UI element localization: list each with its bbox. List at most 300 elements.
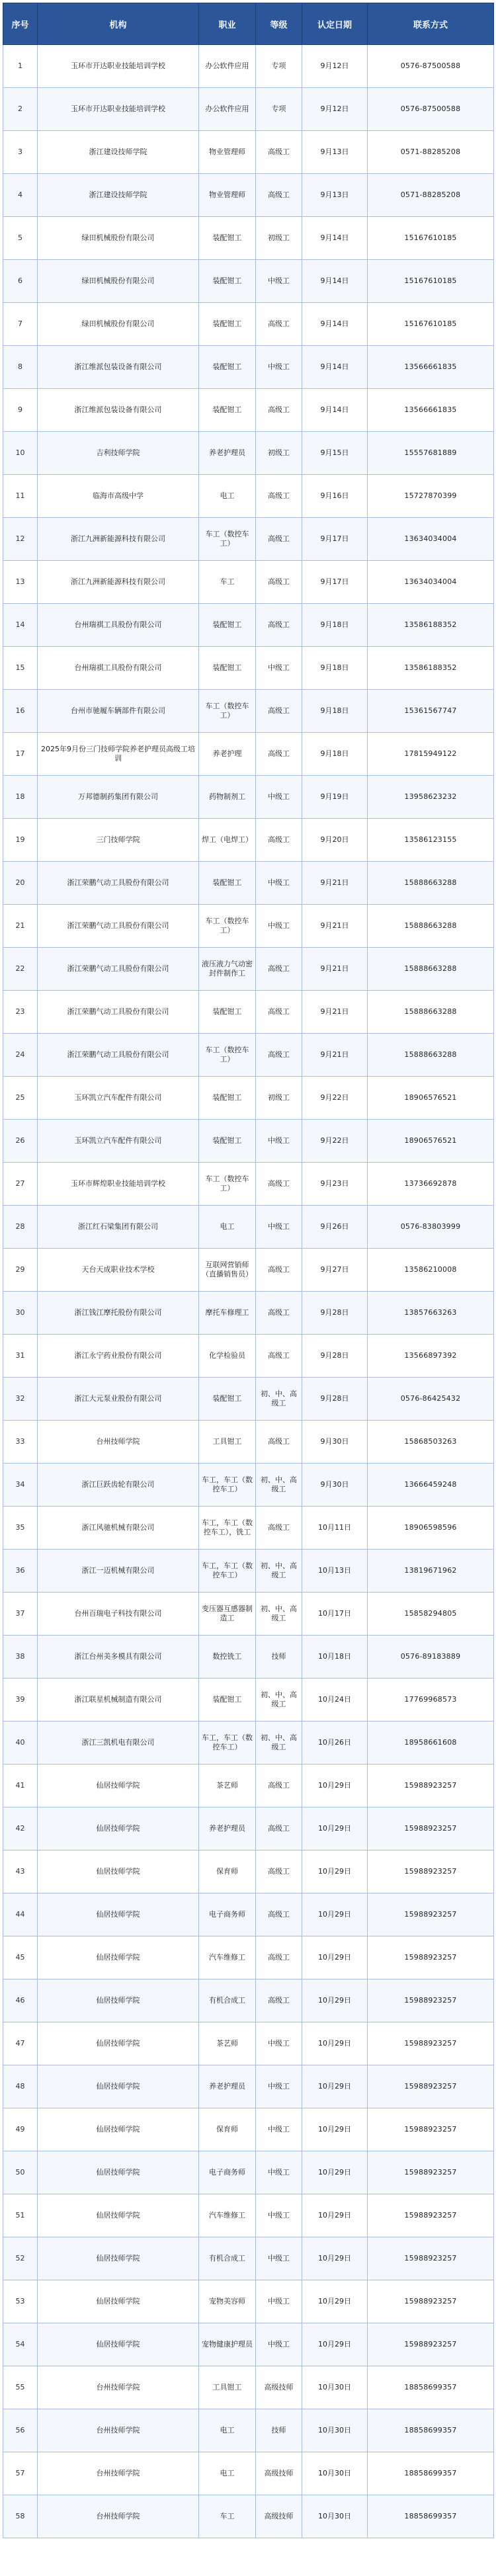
cell-no: 6 [3,260,38,303]
cell-no: 45 [3,1936,38,1979]
cell-date: 9月13日 [302,174,368,217]
cell-date: 10月29日 [302,2323,368,2366]
cell-job: 办公软件应用 [199,88,256,131]
cell-job: 宠物美容师 [199,2280,256,2323]
table-row [3,1249,494,1292]
table-row [3,1378,494,1421]
cell-contact: 13566661835 [368,389,494,432]
cell-contact: 13566897392 [368,1335,494,1378]
cell-contact: 15988923257 [368,2323,494,2366]
cell-contact: 18906598596 [368,1507,494,1550]
cell-no: 9 [3,389,38,432]
cell-no: 49 [3,2108,38,2151]
cell-org: 绿田机械股份有限公司 [38,217,199,260]
table-row [3,2065,494,2108]
cell-job: 摩托车修理工 [199,1292,256,1335]
cell-job: 装配钳工 [199,991,256,1034]
cell-no: 14 [3,604,38,647]
cell-contact: 15988923257 [368,2065,494,2108]
cell-no: 56 [3,2409,38,2452]
cell-level: 初、中、高级工 [256,1378,302,1421]
cell-org: 仙居技师学院 [38,2108,199,2151]
table-row [3,1507,494,1550]
cell-job: 养老护理员 [199,2065,256,2108]
cell-org: 仙居技师学院 [38,1936,199,1979]
cell-org: 仙居技师学院 [38,1765,199,1807]
cell-date: 9月14日 [302,389,368,432]
cell-date: 9月19日 [302,776,368,819]
cell-org: 台州百瑞电子科技有限公司 [38,1593,199,1636]
cell-org: 玉环市辉煌职业技能培训学校 [38,1163,199,1206]
cell-job: 汽车维修工 [199,2194,256,2237]
cell-no: 22 [3,948,38,991]
cell-level: 初级工 [256,217,302,260]
cell-contact: 15988923257 [368,1979,494,2022]
table-row [3,432,494,475]
cell-level: 高级工 [256,991,302,1034]
cell-job: 物业管理师 [199,174,256,217]
cell-no: 13 [3,561,38,604]
cell-date: 9月21日 [302,991,368,1034]
table-row [3,88,494,131]
table-body [3,45,494,2538]
cell-level: 高级工 [256,1507,302,1550]
cell-org: 三门技师学院 [38,819,199,862]
cell-no: 31 [3,1335,38,1378]
cell-level: 中级工 [256,2194,302,2237]
cell-org: 浙江荣鹏气动工具股份有限公司 [38,905,199,948]
cell-job: 装配钳工 [199,1378,256,1421]
cell-org: 绿田机械股份有限公司 [38,303,199,346]
cell-job: 车工（数控车工） [199,690,256,733]
cell-job: 车工，车工（数控车工） [199,1550,256,1593]
cell-job: 焊工（电焊工） [199,819,256,862]
cell-date: 10月29日 [302,1850,368,1893]
cell-job: 装配钳工 [199,260,256,303]
cell-no: 40 [3,1722,38,1765]
cell-org: 浙江大元泵业股份有限公司 [38,1378,199,1421]
cell-org: 浙江维派包装设备有限公司 [38,346,199,389]
cell-no: 20 [3,862,38,905]
cell-date: 9月18日 [302,604,368,647]
cell-job: 养老护理员 [199,1807,256,1850]
header-level: 等级 [256,3,302,45]
cell-level: 高级工 [256,561,302,604]
cell-date: 10月26日 [302,1722,368,1765]
cell-contact: 15988923257 [368,1850,494,1893]
cell-job: 有机合成工 [199,1979,256,2022]
cell-no: 52 [3,2237,38,2280]
table-row [3,2323,494,2366]
cell-level: 高级工 [256,1292,302,1335]
table-row [3,1335,494,1378]
cell-level: 中级工 [256,346,302,389]
cell-no: 25 [3,1077,38,1120]
cell-no: 4 [3,174,38,217]
cell-org: 浙江永宁药业股份有限公司 [38,1335,199,1378]
cell-no: 54 [3,2323,38,2366]
table-row [3,174,494,217]
cell-date: 10月29日 [302,1807,368,1850]
cell-contact: 18858699357 [368,2409,494,2452]
cell-level: 中级工 [256,2151,302,2194]
cell-no: 29 [3,1249,38,1292]
cell-job: 茶艺师 [199,1765,256,1807]
cell-level: 初、中、高级工 [256,1464,302,1507]
cell-org: 浙江维派包装设备有限公司 [38,389,199,432]
cell-no: 11 [3,475,38,518]
cell-date: 10月29日 [302,2065,368,2108]
table-row [3,1679,494,1722]
cell-contact: 0576-87500588 [368,88,494,131]
cell-job: 装配钳工 [199,647,256,690]
cell-org: 浙江建设技师学院 [38,174,199,217]
cell-date: 9月14日 [302,260,368,303]
cell-contact: 13958623232 [368,776,494,819]
cell-org: 玉环市开达职业技能培训学校 [38,88,199,131]
cell-no: 26 [3,1120,38,1163]
cell-org: 吉利技师学院 [38,432,199,475]
cell-contact: 18906576521 [368,1120,494,1163]
cell-contact: 15988923257 [368,2194,494,2237]
cell-org: 仙居技师学院 [38,1893,199,1936]
table-row [3,260,494,303]
cell-level: 高级工 [256,1979,302,2022]
cell-org: 玉环凯立汽车配件有限公司 [38,1120,199,1163]
cell-org: 仙居技师学院 [38,2280,199,2323]
table-row [3,1636,494,1679]
cell-org: 绿田机械股份有限公司 [38,260,199,303]
table-row [3,561,494,604]
cell-job: 装配钳工 [199,604,256,647]
cell-contact: 0576-83803999 [368,1206,494,1249]
cell-no: 53 [3,2280,38,2323]
cell-job: 有机合成工 [199,2237,256,2280]
cell-date: 10月29日 [302,2022,368,2065]
table-row [3,1292,494,1335]
cell-contact: 18858699357 [368,2452,494,2495]
cell-date: 9月30日 [302,1421,368,1464]
cell-org: 浙江台州美多模具有限公司 [38,1636,199,1679]
table-row [3,2151,494,2194]
cell-job: 车工 [199,561,256,604]
cell-contact: 18906576521 [368,1077,494,1120]
cell-level: 技师 [256,2409,302,2452]
cell-job: 茶艺师 [199,2022,256,2065]
cell-no: 30 [3,1292,38,1335]
cell-contact: 15888663288 [368,948,494,991]
cell-job: 电工 [199,2452,256,2495]
cell-no: 38 [3,1636,38,1679]
cell-date: 9月15日 [302,432,368,475]
cell-contact: 17815949122 [368,733,494,776]
cell-job: 电工 [199,1206,256,1249]
cell-no: 10 [3,432,38,475]
cell-org: 玉环凯立汽车配件有限公司 [38,1077,199,1120]
cell-level: 中级工 [256,1206,302,1249]
cell-org: 万邦德制药集团有限公司 [38,776,199,819]
cell-date: 10月29日 [302,1765,368,1807]
cell-date: 9月17日 [302,518,368,561]
cell-job: 车工（数控车工） [199,518,256,561]
cell-no: 33 [3,1421,38,1464]
table-row [3,2237,494,2280]
cell-org: 仙居技师学院 [38,1850,199,1893]
cell-level: 高级技师 [256,2366,302,2409]
table-row [3,346,494,389]
cell-no: 41 [3,1765,38,1807]
cell-contact: 15557681889 [368,432,494,475]
cell-job: 装配钳工 [199,1120,256,1163]
cell-level: 高级工 [256,948,302,991]
cell-job: 养老护理 [199,733,256,776]
cell-job: 车工（数控车工） [199,1034,256,1077]
cell-date: 9月13日 [302,131,368,174]
cell-date: 10月29日 [302,1979,368,2022]
cell-contact: 15988923257 [368,2108,494,2151]
cell-org: 临海市高级中学 [38,475,199,518]
cell-contact: 18958661608 [368,1722,494,1765]
cell-no: 34 [3,1464,38,1507]
cell-no: 16 [3,690,38,733]
cell-date: 10月30日 [302,2366,368,2409]
cell-date: 10月11日 [302,1507,368,1550]
cell-contact: 15988923257 [368,2022,494,2065]
cell-level: 中级工 [256,2022,302,2065]
cell-org: 仙居技师学院 [38,1807,199,1850]
cell-org: 浙江一迈机械有限公司 [38,1550,199,1593]
cell-date: 9月14日 [302,217,368,260]
cell-contact: 0576-87500588 [368,45,494,88]
cell-job: 车工（数控车工） [199,905,256,948]
cell-job: 车工（数控车工） [199,1163,256,1206]
cell-level: 初、中、高级工 [256,1550,302,1593]
table-row [3,1077,494,1120]
cell-job: 互联网营销师（直播销售员） [199,1249,256,1292]
cell-no: 3 [3,131,38,174]
cell-no: 15 [3,647,38,690]
table-row [3,131,494,174]
cell-org: 浙江荣鹏气动工具股份有限公司 [38,991,199,1034]
cell-contact: 0571-88285208 [368,174,494,217]
table-row [3,2366,494,2409]
cell-contact: 15888663288 [368,991,494,1034]
cell-level: 中级工 [256,647,302,690]
cell-level: 中级工 [256,2108,302,2151]
cell-org: 浙江联星机械制造有限公司 [38,1679,199,1722]
cell-date: 9月16日 [302,475,368,518]
cell-date: 10月30日 [302,2495,368,2538]
cell-no: 58 [3,2495,38,2538]
table-row [3,1807,494,1850]
cell-no: 18 [3,776,38,819]
cell-org: 2025年9月份三门技师学院养老护理员高级工培训 [38,733,199,776]
cell-level: 高级工 [256,1807,302,1850]
cell-contact: 0576-89183889 [368,1636,494,1679]
cell-contact: 15988923257 [368,1936,494,1979]
table-row [3,2194,494,2237]
cell-org: 仙居技师学院 [38,2237,199,2280]
cell-no: 32 [3,1378,38,1421]
cell-contact: 13736692878 [368,1163,494,1206]
cell-level: 高级工 [256,819,302,862]
cell-job: 汽车维修工 [199,1936,256,1979]
cell-no: 23 [3,991,38,1034]
cell-org: 台州技师学院 [38,2409,199,2452]
cell-level: 高级技师 [256,2452,302,2495]
table-row [3,217,494,260]
cell-no: 51 [3,2194,38,2237]
table-row [3,647,494,690]
table-row [3,2452,494,2495]
cell-contact: 13586188352 [368,647,494,690]
cell-contact: 15858294805 [368,1593,494,1636]
cell-date: 9月21日 [302,948,368,991]
cell-no: 28 [3,1206,38,1249]
cell-no: 43 [3,1850,38,1893]
table-header [3,3,494,45]
cell-no: 55 [3,2366,38,2409]
table-row [3,1936,494,1979]
cell-contact: 13586210008 [368,1249,494,1292]
cell-contact: 13666459248 [368,1464,494,1507]
cell-level: 高级工 [256,1034,302,1077]
cell-job: 装配钳工 [199,1077,256,1120]
cell-date: 10月29日 [302,1893,368,1936]
table-row [3,690,494,733]
table-row [3,1550,494,1593]
certification-schedule-sheet [3,3,493,2538]
cell-org: 浙江建设技师学院 [38,131,199,174]
cell-level: 高级工 [256,1249,302,1292]
table-row [3,518,494,561]
cell-date: 9月18日 [302,690,368,733]
cell-org: 仙居技师学院 [38,2065,199,2108]
cell-job: 办公软件应用 [199,45,256,88]
cell-no: 35 [3,1507,38,1550]
cell-contact: 15888663288 [368,905,494,948]
table-row [3,604,494,647]
cell-date: 9月12日 [302,45,368,88]
cell-level: 高级工 [256,1421,302,1464]
cell-date: 10月17日 [302,1593,368,1636]
cell-job: 保育师 [199,2108,256,2151]
cell-contact: 0571-88285208 [368,131,494,174]
cell-date: 9月14日 [302,303,368,346]
cell-contact: 15988923257 [368,1893,494,1936]
cell-contact: 15988923257 [368,1765,494,1807]
cell-contact: 15888663288 [368,1034,494,1077]
cell-date: 10月30日 [302,2452,368,2495]
cell-job: 装配钳工 [199,346,256,389]
header-date: 认定日期 [302,3,368,45]
cell-org: 仙居技师学院 [38,2151,199,2194]
cell-org: 浙江巨跃齿轮有限公司 [38,1464,199,1507]
certification-table [3,3,494,2538]
cell-org: 台州瑞祺工具股份有限公司 [38,604,199,647]
cell-level: 专项 [256,88,302,131]
cell-level: 中级工 [256,2323,302,2366]
cell-level: 高级工 [256,1765,302,1807]
cell-no: 39 [3,1679,38,1722]
cell-job: 装配钳工 [199,862,256,905]
table-row [3,819,494,862]
cell-level: 中级工 [256,260,302,303]
cell-no: 46 [3,1979,38,2022]
cell-level: 高级工 [256,174,302,217]
cell-date: 10月13日 [302,1550,368,1593]
cell-level: 初、中、高级工 [256,1679,302,1722]
table-row [3,776,494,819]
cell-level: 中级工 [256,2280,302,2323]
cell-job: 车工，车工（数控车工），铣工 [199,1507,256,1550]
cell-org: 台州技师学院 [38,2452,199,2495]
cell-date: 9月28日 [302,1292,368,1335]
cell-no: 36 [3,1550,38,1593]
header-contact: 联系方式 [368,3,494,45]
table-row [3,1464,494,1507]
cell-job: 装配钳工 [199,1679,256,1722]
cell-org: 浙江三凯机电有限公司 [38,1722,199,1765]
cell-org: 浙江荣鹏气动工具股份有限公司 [38,1034,199,1077]
table-row [3,2495,494,2538]
cell-level: 中级工 [256,776,302,819]
cell-level: 高级工 [256,1936,302,1979]
cell-date: 9月12日 [302,88,368,131]
cell-org: 浙江九洲新能源科技有限公司 [38,561,199,604]
cell-contact: 13634034004 [368,518,494,561]
cell-job: 化学检验员 [199,1335,256,1378]
cell-level: 高级工 [256,389,302,432]
cell-org: 天台天成职业技术学校 [38,1249,199,1292]
cell-date: 10月29日 [302,2151,368,2194]
cell-level: 中级工 [256,2065,302,2108]
cell-date: 9月20日 [302,819,368,862]
header-job: 职业 [199,3,256,45]
header-row [3,3,494,45]
cell-org: 台州技师学院 [38,1421,199,1464]
cell-level: 高级工 [256,1335,302,1378]
cell-job: 药物制剂工 [199,776,256,819]
cell-contact: 18858699357 [368,2366,494,2409]
cell-contact: 15868503263 [368,1421,494,1464]
table-row [3,389,494,432]
cell-date: 9月30日 [302,1464,368,1507]
cell-job: 工具钳工 [199,2366,256,2409]
cell-org: 仙居技师学院 [38,1979,199,2022]
cell-job: 物业管理师 [199,131,256,174]
cell-org: 仙居技师学院 [38,2323,199,2366]
cell-no: 12 [3,518,38,561]
cell-level: 初级工 [256,1077,302,1120]
cell-level: 高级技师 [256,2495,302,2538]
cell-date: 9月21日 [302,905,368,948]
cell-job: 工具钳工 [199,1421,256,1464]
cell-org: 浙江风驰机械有限公司 [38,1507,199,1550]
table-row [3,475,494,518]
cell-no: 50 [3,2151,38,2194]
cell-contact: 15988923257 [368,1807,494,1850]
cell-org: 台州市驰履车辆部件有限公司 [38,690,199,733]
cell-job: 车工，车工（数控车工） [199,1722,256,1765]
table-row [3,1421,494,1464]
table-row [3,2022,494,2065]
cell-level: 高级工 [256,733,302,776]
cell-level: 专项 [256,45,302,88]
cell-level: 初、中、高级工 [256,1593,302,1636]
cell-date: 10月29日 [302,2194,368,2237]
cell-job: 车工 [199,2495,256,2538]
